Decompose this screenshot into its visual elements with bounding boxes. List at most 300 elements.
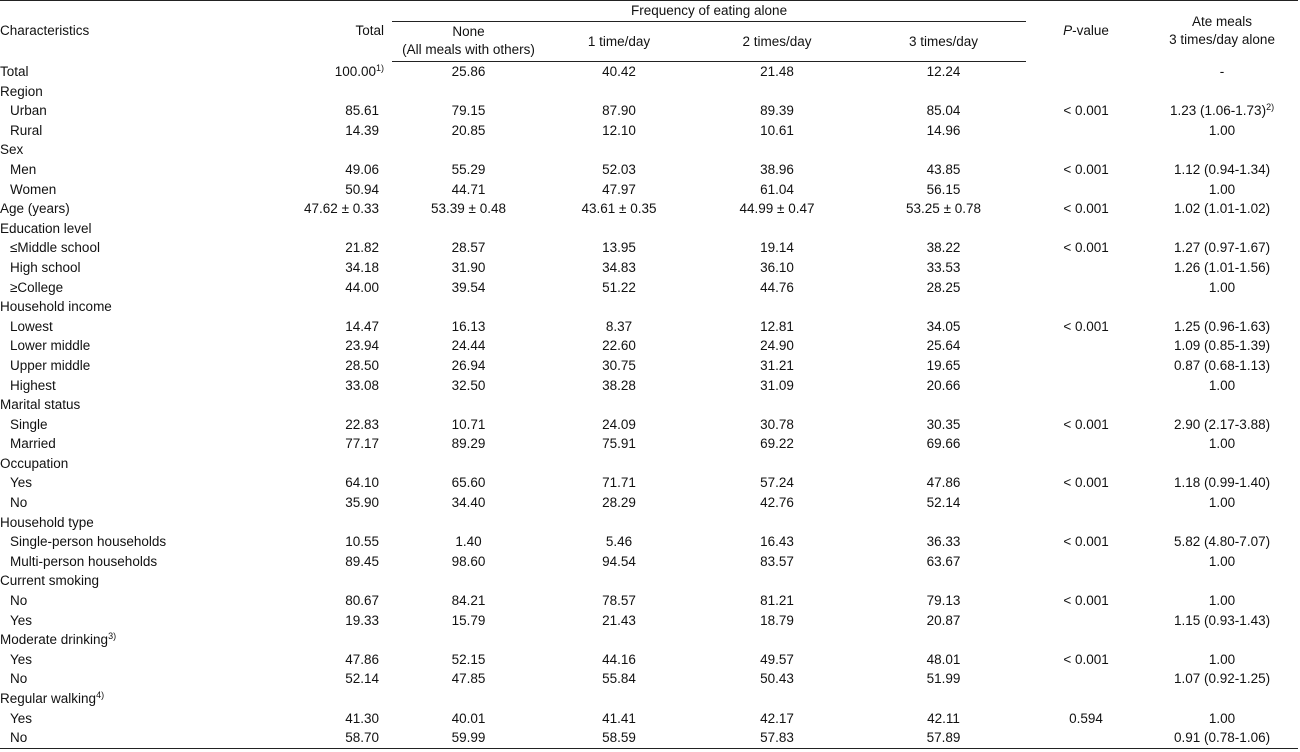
- cell-one-time: [545, 611, 693, 631]
- cell-three-times-text: 63.67: [926, 553, 961, 569]
- empty-cell: [545, 395, 693, 415]
- empty-cell: [392, 219, 545, 239]
- cell-p-value-text: < 0.001: [1063, 593, 1109, 609]
- empty-cell: [861, 571, 1026, 591]
- cell-odds-ratio: [1146, 591, 1298, 611]
- table-row: [0, 258, 1298, 278]
- row-label-text: No: [10, 671, 28, 687]
- cell-none-text: 34.40: [451, 495, 486, 511]
- empty-cell: [250, 82, 392, 102]
- cell-total: [250, 493, 392, 513]
- cell-none: [392, 591, 545, 611]
- empty-cell: [861, 297, 1026, 317]
- cell-none-text: 53.39 ± 0.48: [431, 201, 506, 217]
- cell-two-times: [693, 356, 861, 376]
- cell-three-times: [861, 728, 1026, 748]
- cell-one-time: [545, 336, 693, 356]
- cell-two-times: [693, 434, 861, 454]
- cell-one-time-text: 22.60: [602, 338, 636, 354]
- empty-cell: [1146, 689, 1298, 709]
- cell-total-text: 50.94: [345, 181, 379, 197]
- cell-odds-ratio: [1146, 160, 1298, 180]
- cell-two-times-text: 36.10: [760, 259, 794, 275]
- cell-two-times-text: 42.76: [760, 495, 794, 511]
- p-rest: -value: [1072, 23, 1109, 39]
- cell-total: [250, 728, 392, 748]
- empty-cell: [250, 454, 392, 474]
- cell-odds-ratio-text: 1.00: [1208, 553, 1236, 569]
- row-label-text: Total: [0, 63, 29, 79]
- table-group-row: [0, 82, 1298, 102]
- cell-none-text: 16.13: [451, 318, 486, 334]
- row-label-text: No: [10, 495, 28, 511]
- row-label: [0, 199, 250, 219]
- row-label-footnote: 3): [108, 631, 117, 642]
- table-group-row: [0, 513, 1298, 533]
- empty-cell: [250, 571, 392, 591]
- cell-two-times-text: 10.61: [760, 122, 794, 138]
- cell-p-value-text: < 0.001: [1063, 534, 1109, 550]
- cell-none-text: 65.60: [451, 475, 486, 491]
- cell-total-text: 14.47: [345, 318, 379, 334]
- cell-odds-ratio-text: 0.91 (0.78-1.06): [1174, 730, 1271, 746]
- cell-one-time: [545, 199, 693, 219]
- row-label: [0, 473, 250, 493]
- cell-odds-ratio-text: 5.82 (4.80-7.07): [1174, 534, 1271, 550]
- cell-total-text: 47.62 ± 0.33: [304, 201, 379, 217]
- cell-one-time: [545, 709, 693, 729]
- cell-odds-ratio-text: -: [1219, 63, 1225, 79]
- cell-one-time: [545, 669, 693, 689]
- table-group-row: [0, 297, 1298, 317]
- cell-none-text: 24.44: [451, 338, 486, 354]
- empty-cell: [1026, 395, 1146, 415]
- cell-none-text: 25.86: [451, 64, 486, 79]
- cell-two-times: [693, 101, 861, 121]
- cell-one-time: [545, 317, 693, 337]
- row-label-text: No: [10, 730, 28, 746]
- cell-total-text: 23.94: [345, 338, 379, 354]
- cell-three-times-text: 30.35: [926, 416, 961, 432]
- cell-none: [392, 356, 545, 376]
- cell-two-times: [693, 493, 861, 513]
- cell-one-time-text: 28.29: [602, 495, 636, 511]
- header-none: [392, 22, 545, 62]
- row-label: [0, 552, 250, 572]
- cell-two-times-text: 89.39: [760, 103, 794, 119]
- empty-cell: [1146, 630, 1298, 650]
- cell-odds-ratio: [1146, 552, 1298, 572]
- cell-one-time-text: 21.43: [602, 612, 636, 628]
- cell-total-text: 34.18: [345, 259, 379, 275]
- cell-three-times: [861, 199, 1026, 219]
- cell-one-time: [545, 258, 693, 278]
- cell-odds-ratio-text: 0.87 (0.68-1.13): [1174, 357, 1271, 373]
- cell-two-times: [693, 473, 861, 493]
- empty-cell: [545, 571, 693, 591]
- cell-total-text: 85.61: [345, 103, 379, 119]
- cell-one-time-text: 41.41: [602, 710, 636, 726]
- cell-three-times-text: 56.15: [926, 181, 961, 197]
- row-label-text: Yes: [10, 475, 33, 491]
- row-label-text: Current smoking: [0, 573, 100, 589]
- row-label-text: ≥College: [10, 279, 64, 295]
- cell-total-text: 52.14: [345, 671, 379, 687]
- cell-none: [392, 199, 545, 219]
- cell-none: [392, 258, 545, 278]
- cell-total-footnote: 1): [375, 62, 384, 73]
- cell-total: [250, 356, 392, 376]
- row-label: [0, 415, 250, 435]
- row-label: [0, 395, 250, 415]
- row-label: [0, 728, 250, 748]
- cell-p-value: [1026, 160, 1146, 180]
- header-total: Total: [250, 1, 392, 62]
- cell-one-time: [545, 552, 693, 572]
- cell-total: [250, 415, 392, 435]
- empty-cell: [392, 689, 545, 709]
- cell-odds-ratio: [1146, 728, 1298, 748]
- empty-cell: [1146, 454, 1298, 474]
- cell-p-value: [1026, 238, 1146, 258]
- cell-none: [392, 376, 545, 396]
- cell-total-text: 44.00: [345, 279, 379, 295]
- cell-one-time-text: 24.09: [602, 416, 636, 432]
- table-row: [0, 336, 1298, 356]
- cell-none: [392, 473, 545, 493]
- cell-two-times-text: 57.83: [760, 730, 794, 746]
- cell-odds-ratio: [1146, 709, 1298, 729]
- table-row: [0, 611, 1298, 631]
- row-label-text: ≤Middle school: [10, 240, 100, 256]
- cell-two-times-text: 31.21: [760, 357, 794, 373]
- table-row: [0, 199, 1298, 219]
- empty-cell: [861, 454, 1026, 474]
- cell-three-times-text: 48.01: [926, 651, 961, 667]
- cell-total-text: 35.90: [345, 495, 379, 511]
- cell-total-text: 77.17: [345, 436, 379, 452]
- empty-cell: [1026, 219, 1146, 239]
- row-label-text: Lowest: [10, 318, 53, 334]
- empty-cell: [1026, 82, 1146, 102]
- cell-one-time-text: 38.28: [602, 377, 636, 393]
- cell-odds-ratio-text: 1.00: [1208, 651, 1236, 667]
- empty-cell: [250, 297, 392, 317]
- cell-three-times: [861, 160, 1026, 180]
- empty-cell: [693, 140, 861, 160]
- cell-p-value: [1026, 532, 1146, 552]
- cell-two-times: [693, 532, 861, 552]
- cell-two-times-text: 31.09: [760, 377, 794, 393]
- empty-cell: [861, 513, 1026, 533]
- table-group-row: [0, 571, 1298, 591]
- cell-total: [250, 669, 392, 689]
- cell-total: [250, 611, 392, 631]
- empty-cell: [693, 630, 861, 650]
- cell-total: [250, 121, 392, 141]
- cell-one-time-text: 40.42: [602, 64, 636, 79]
- cell-three-times-text: 51.99: [926, 671, 961, 687]
- cell-three-times: [861, 591, 1026, 611]
- table-row: [0, 317, 1298, 337]
- cell-three-times: [861, 532, 1026, 552]
- cell-p-value: [1026, 180, 1146, 200]
- cell-p-value: [1026, 552, 1146, 572]
- table-group-row: [0, 454, 1298, 474]
- cell-p-value: [1026, 611, 1146, 631]
- cell-odds-ratio-text: 2.90 (2.17-3.88): [1174, 416, 1271, 432]
- cell-one-time-text: 52.03: [602, 161, 636, 177]
- cell-one-time: [545, 532, 693, 552]
- row-label-text: Age (years): [0, 201, 70, 217]
- cell-three-times-text: 38.22: [926, 240, 961, 256]
- cell-odds-ratio-text: 1.12 (0.94-1.34): [1174, 161, 1271, 177]
- row-label: [0, 336, 250, 356]
- cell-odds-ratio-text: 1.15 (0.93-1.43): [1174, 612, 1271, 628]
- cell-two-times-text: 50.43: [760, 671, 794, 687]
- cell-p-value: [1026, 493, 1146, 513]
- row-label: [0, 121, 250, 141]
- cell-one-time-text: 34.83: [602, 259, 636, 275]
- row-label: [0, 140, 250, 160]
- cell-two-times-text: 18.79: [760, 612, 794, 628]
- cell-total-text: 80.67: [345, 593, 379, 609]
- row-label: [0, 689, 250, 709]
- row-label: [0, 454, 250, 474]
- cell-odds-ratio: [1146, 62, 1298, 82]
- cell-two-times: [693, 376, 861, 396]
- cell-p-value-text: < 0.001: [1063, 475, 1109, 491]
- cell-two-times: [693, 180, 861, 200]
- cell-none-text: 28.57: [451, 240, 486, 256]
- cell-one-time-text: 47.97: [602, 181, 636, 197]
- cell-odds-ratio: [1146, 199, 1298, 219]
- empty-cell: [392, 82, 545, 102]
- cell-three-times-text: 14.96: [926, 122, 961, 138]
- cell-three-times-text: 28.25: [926, 279, 961, 295]
- cell-one-time: [545, 121, 693, 141]
- table-row: [0, 278, 1298, 298]
- row-label-text: Lower middle: [10, 338, 91, 354]
- cell-two-times: [693, 336, 861, 356]
- row-label-text: Highest: [10, 377, 56, 393]
- table-row: [0, 552, 1298, 572]
- cell-none: [392, 650, 545, 670]
- empty-cell: [392, 140, 545, 160]
- cell-odds-ratio: [1146, 121, 1298, 141]
- cell-two-times: [693, 728, 861, 748]
- table-row: [0, 180, 1298, 200]
- cell-p-value: [1026, 317, 1146, 337]
- cell-total: [250, 180, 392, 200]
- cell-one-time-text: 87.90: [602, 103, 636, 119]
- cell-one-time-text: 58.59: [602, 730, 636, 746]
- cell-three-times-text: 33.53: [926, 259, 961, 275]
- cell-total-text: 58.70: [345, 730, 379, 746]
- cell-p-value-text: 0.594: [1069, 710, 1103, 726]
- row-label: [0, 434, 250, 454]
- table-row: [0, 728, 1298, 748]
- cell-odds-ratio: [1146, 101, 1298, 121]
- cell-three-times: [861, 493, 1026, 513]
- row-label-text: Urban: [10, 103, 47, 119]
- cell-none: [392, 101, 545, 121]
- cell-two-times: [693, 611, 861, 631]
- cell-p-value: [1026, 278, 1146, 298]
- empty-cell: [1146, 297, 1298, 317]
- cell-two-times-text: 57.24: [760, 475, 794, 491]
- cell-two-times: [693, 62, 861, 82]
- empty-cell: [250, 219, 392, 239]
- none-line1: None: [452, 24, 485, 39]
- cell-total-text: 49.06: [345, 161, 379, 177]
- empty-cell: [1026, 571, 1146, 591]
- cell-one-time-text: 12.10: [602, 122, 636, 138]
- cell-none-text: 15.79: [451, 612, 486, 628]
- table-row: [0, 376, 1298, 396]
- row-label-text: No: [10, 593, 28, 609]
- empty-cell: [693, 513, 861, 533]
- cell-total-text: 41.30: [345, 710, 379, 726]
- empty-cell: [1146, 395, 1298, 415]
- cell-three-times: [861, 356, 1026, 376]
- cell-none: [392, 493, 545, 513]
- table-row: [0, 591, 1298, 611]
- cell-odds-ratio-text: 1.00: [1208, 436, 1236, 452]
- empty-cell: [392, 454, 545, 474]
- cell-one-time-text: 51.22: [602, 279, 636, 295]
- cell-none-text: 84.21: [451, 593, 486, 609]
- empty-cell: [545, 82, 693, 102]
- cell-none-text: 31.90: [451, 259, 486, 275]
- cell-total-text: 100.00: [334, 63, 376, 79]
- row-label-text: Occupation: [0, 455, 69, 471]
- cell-none: [392, 336, 545, 356]
- cell-one-time: [545, 180, 693, 200]
- cell-p-value-text: < 0.001: [1063, 318, 1109, 334]
- row-label-text: Single-person households: [10, 534, 167, 550]
- cell-none: [392, 160, 545, 180]
- cell-two-times-text: 61.04: [760, 181, 794, 197]
- table-group-row: [0, 219, 1298, 239]
- cell-total: [250, 258, 392, 278]
- cell-three-times-text: 53.25 ± 0.78: [906, 201, 981, 217]
- cell-none: [392, 709, 545, 729]
- cell-three-times-text: 19.65: [926, 357, 961, 373]
- cell-total: [250, 62, 392, 82]
- cell-three-times-text: 69.66: [926, 436, 961, 452]
- cell-total: [250, 278, 392, 298]
- cell-two-times-text: 81.21: [760, 593, 794, 609]
- cell-odds-ratio: [1146, 611, 1298, 631]
- cell-total: [250, 160, 392, 180]
- cell-total-text: 19.33: [345, 612, 379, 628]
- cell-odds-ratio-text: 1.02 (1.01-1.02): [1174, 201, 1271, 217]
- cell-three-times-text: 52.14: [926, 495, 961, 511]
- empty-cell: [392, 571, 545, 591]
- cell-one-time-text: 30.75: [602, 357, 636, 373]
- row-label-text: Regular walking: [0, 691, 97, 706]
- row-label: [0, 82, 250, 102]
- cell-none: [392, 669, 545, 689]
- cell-three-times: [861, 611, 1026, 631]
- row-label-text: Sex: [0, 142, 24, 158]
- empty-cell: [545, 513, 693, 533]
- cell-none: [392, 728, 545, 748]
- cell-none-text: 55.29: [451, 161, 486, 177]
- cell-none-text: 59.99: [451, 730, 486, 746]
- cell-total: [250, 199, 392, 219]
- cell-odds-ratio: [1146, 317, 1298, 337]
- table-group-row: [0, 689, 1298, 709]
- empty-cell: [250, 689, 392, 709]
- table-row: [0, 493, 1298, 513]
- empty-cell: [250, 630, 392, 650]
- cell-p-value-text: < 0.001: [1063, 416, 1109, 432]
- table-header: [0, 1, 1298, 62]
- table-row: [0, 356, 1298, 376]
- empty-cell: [1146, 219, 1298, 239]
- cell-one-time: [545, 415, 693, 435]
- cell-total: [250, 591, 392, 611]
- cell-odds-ratio: [1146, 376, 1298, 396]
- cell-odds-ratio: [1146, 336, 1298, 356]
- cell-two-times: [693, 709, 861, 729]
- empty-cell: [1146, 82, 1298, 102]
- cell-p-value: [1026, 650, 1146, 670]
- cell-none-text: 20.85: [451, 122, 486, 138]
- cell-none-text: 10.71: [451, 416, 486, 432]
- cell-two-times-text: 44.76: [760, 279, 794, 295]
- row-label: [0, 297, 250, 317]
- header-three-times: 3 times/day: [861, 22, 1026, 62]
- cell-odds-ratio-text: 1.00: [1208, 710, 1236, 726]
- cell-p-value-text: < 0.001: [1063, 201, 1109, 217]
- cell-one-time: [545, 278, 693, 298]
- cell-total-text: 10.55: [345, 534, 379, 550]
- cell-odds-ratio: [1146, 415, 1298, 435]
- row-label: [0, 317, 250, 337]
- cell-odds-ratio: [1146, 473, 1298, 493]
- cell-p-value: [1026, 376, 1146, 396]
- table-row: [0, 434, 1298, 454]
- cell-two-times-text: 30.78: [760, 416, 794, 432]
- cell-three-times: [861, 434, 1026, 454]
- row-label-text: Women: [10, 181, 57, 197]
- cell-none: [392, 62, 545, 82]
- cell-three-times-text: 47.86: [926, 475, 961, 491]
- cell-p-value: [1026, 591, 1146, 611]
- cell-three-times: [861, 709, 1026, 729]
- empty-cell: [1026, 297, 1146, 317]
- row-label-text: High school: [10, 259, 81, 275]
- empty-cell: [1146, 513, 1298, 533]
- cell-three-times: [861, 121, 1026, 141]
- table-group-row: [0, 395, 1298, 415]
- cell-two-times-text: 49.57: [760, 651, 794, 667]
- cell-one-time: [545, 473, 693, 493]
- cell-two-times-text: 42.17: [760, 710, 794, 726]
- empty-cell: [545, 689, 693, 709]
- cell-odds-ratio-text: 1.26 (1.01-1.56): [1174, 259, 1271, 275]
- empty-cell: [545, 140, 693, 160]
- table-row: [0, 709, 1298, 729]
- empty-cell: [1146, 140, 1298, 160]
- cell-odds-ratio: [1146, 238, 1298, 258]
- header-two-times: 2 times/day: [693, 22, 861, 62]
- row-label-text: Household income: [0, 299, 112, 315]
- header-p-value: [1026, 1, 1146, 62]
